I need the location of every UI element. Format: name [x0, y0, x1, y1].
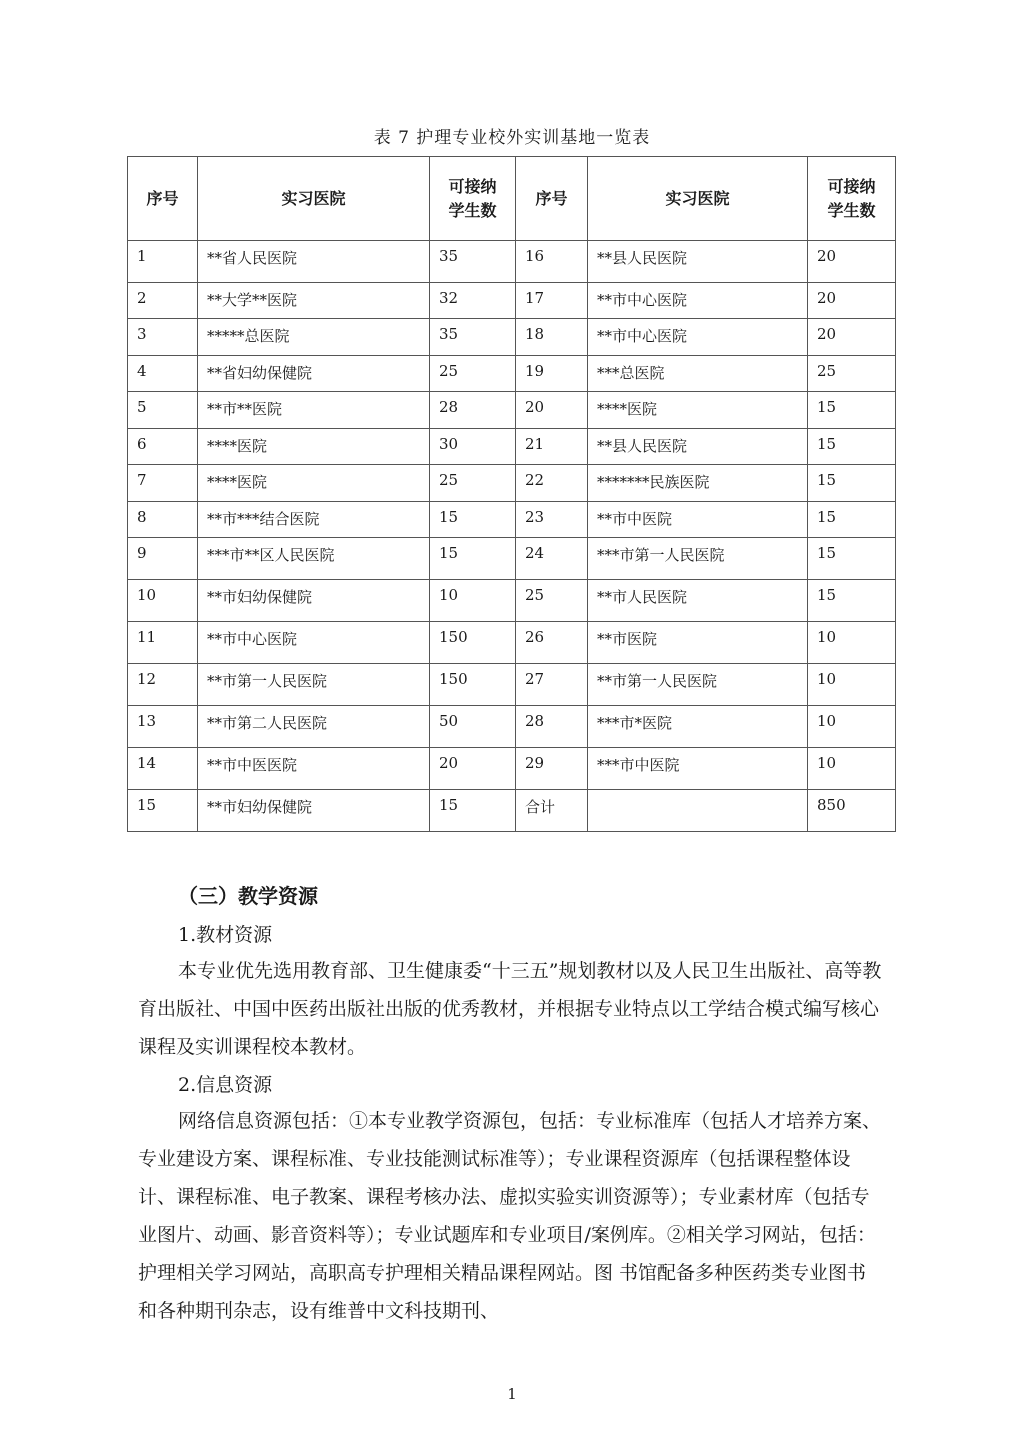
cell-capacity: 10 [430, 580, 516, 622]
cell-capacity: 20 [430, 748, 516, 790]
cell-index: 14 [128, 748, 198, 790]
cell-index: 21 [516, 429, 588, 465]
cell-capacity: 150 [430, 622, 516, 664]
cell-capacity: 150 [430, 664, 516, 706]
cell-index: 12 [128, 664, 198, 706]
cell-capacity: 15 [430, 538, 516, 580]
cell-capacity: 15 [430, 502, 516, 538]
table-row [128, 622, 896, 664]
cell-hospital: ***市中医院 [588, 748, 808, 790]
cell-capacity: 10 [808, 748, 896, 790]
paragraph-textbooks: 本专业优先选用教育部、卫生健康委“十三五”规划教材以及人民卫生出版社、高等教育出版社、中国中医药出版社出版的优秀教材，并根据专业特点以工学结合模式编写核心课程及实训课程校本教材。 [138, 960, 882, 1058]
cell-capacity: 20 [808, 283, 896, 319]
cell-index: 7 [128, 465, 198, 502]
section-title: （三）教学资源 [178, 884, 318, 908]
cell-capacity: 32 [430, 283, 516, 319]
cell-hospital: *****总医院 [198, 319, 430, 356]
cell-index: 23 [516, 502, 588, 538]
table-row [128, 392, 896, 429]
table-row [128, 465, 896, 502]
cell-hospital: **大学**医院 [198, 283, 430, 319]
table-row [128, 319, 896, 356]
cell-hospital: ***总医院 [588, 356, 808, 392]
cell-hospital: **市第一人民医院 [198, 664, 430, 706]
subheading-information: 2.信息资源 [178, 1074, 273, 1096]
cell-capacity: 15 [808, 429, 896, 465]
cell-index: 合计 [516, 790, 588, 832]
cell-capacity: 30 [430, 429, 516, 465]
table-row [128, 706, 896, 748]
page-number: 1 [507, 1385, 517, 1403]
cell-capacity: 15 [808, 538, 896, 580]
cell-index: 15 [128, 790, 198, 832]
cell-hospital: **市医院 [588, 622, 808, 664]
header-hospital: 实习医院 [198, 157, 430, 241]
cell-index: 10 [128, 580, 198, 622]
cell-index: 27 [516, 664, 588, 706]
table-row [128, 748, 896, 790]
header-index: 序号 [516, 157, 588, 241]
cell-hospital: ***市**区人民医院 [198, 538, 430, 580]
cell-index: 6 [128, 429, 198, 465]
cell-hospital: ***市*医院 [588, 706, 808, 748]
cell-index: 17 [516, 283, 588, 319]
cell-index: 20 [516, 392, 588, 429]
cell-hospital: ****医院 [198, 465, 430, 502]
cell-capacity: 15 [808, 465, 896, 502]
cell-hospital: **市中心医院 [198, 622, 430, 664]
cell-index: 28 [516, 706, 588, 748]
table-row [128, 241, 896, 283]
cell-capacity: 10 [808, 706, 896, 748]
header-capacity: 可接纳 学生数 [808, 157, 896, 241]
table-row [128, 664, 896, 706]
cell-hospital: ***市第一人民医院 [588, 538, 808, 580]
cell-capacity: 35 [430, 241, 516, 283]
table-row [128, 283, 896, 319]
cell-capacity: 25 [808, 356, 896, 392]
cell-hospital: **县人民医院 [588, 429, 808, 465]
cell-capacity: 25 [430, 356, 516, 392]
cell-hospital: **市中医院 [588, 502, 808, 538]
cell-hospital: **市妇幼保健院 [198, 580, 430, 622]
cell-capacity: 15 [808, 580, 896, 622]
paragraph-information: 网络信息资源包括：①本专业教学资源包，包括：专业标准库（包括人才培养方案、专业建设方案、课程标准、专业技能测试标准等）；专业课程资源库（包括课程整体设计、课程标准、电子教案、课程考核办法、虚拟实验实训资源等）；专业素材库（包括专业图片、动画、影音资料等）；专业试题库和专业项目/案例库。②相关学习网站，包括：护理相关学习网站，高职高专护理相关精品课程网站。图 书馆配备多种医药类专业图书和各种期刊杂志，设有维普中文科技期刊、 [138, 1110, 882, 1322]
table-caption: 表 7 护理专业校外实训基地一览表 [373, 128, 651, 148]
cell-index: 4 [128, 356, 198, 392]
cell-index: 29 [516, 748, 588, 790]
cell-hospital: **市第一人民医院 [588, 664, 808, 706]
header-index: 序号 [128, 157, 198, 241]
cell-index: 22 [516, 465, 588, 502]
cell-capacity: 20 [808, 241, 896, 283]
cell-hospital: **省人民医院 [198, 241, 430, 283]
cell-index: 9 [128, 538, 198, 580]
cell-index: 25 [516, 580, 588, 622]
cell-capacity: 10 [808, 664, 896, 706]
cell-capacity: 15 [808, 502, 896, 538]
cell-index: 13 [128, 706, 198, 748]
cell-hospital [588, 790, 808, 832]
cell-index: 8 [128, 502, 198, 538]
cell-capacity: 25 [430, 465, 516, 502]
table-row [128, 538, 896, 580]
cell-hospital: **市中心医院 [588, 319, 808, 356]
table-row [128, 580, 896, 622]
cell-capacity: 20 [808, 319, 896, 356]
cell-capacity: 35 [430, 319, 516, 356]
header-capacity: 可接纳 学生数 [430, 157, 516, 241]
table-row [128, 356, 896, 392]
table-row [128, 502, 896, 538]
training-base-table [127, 156, 896, 832]
cell-hospital: **市***结合医院 [198, 502, 430, 538]
cell-hospital: *******民族医院 [588, 465, 808, 502]
cell-hospital: **市第二人民医院 [198, 706, 430, 748]
cell-index: 26 [516, 622, 588, 664]
cell-index: 3 [128, 319, 198, 356]
cell-hospital: **市中医医院 [198, 748, 430, 790]
cell-index: 19 [516, 356, 588, 392]
cell-index: 16 [516, 241, 588, 283]
cell-capacity: 15 [808, 392, 896, 429]
cell-capacity: 15 [430, 790, 516, 832]
table-header-row [128, 157, 896, 241]
cell-index: 2 [128, 283, 198, 319]
cell-hospital: ****医院 [588, 392, 808, 429]
cell-index: 18 [516, 319, 588, 356]
table-row [128, 429, 896, 465]
cell-hospital: **省妇幼保健院 [198, 356, 430, 392]
header-hospital: 实习医院 [588, 157, 808, 241]
cell-index: 24 [516, 538, 588, 580]
cell-capacity: 50 [430, 706, 516, 748]
cell-hospital: **市人民医院 [588, 580, 808, 622]
cell-capacity: 850 [808, 790, 896, 832]
cell-index: 5 [128, 392, 198, 429]
cell-index: 1 [128, 241, 198, 283]
cell-capacity: 28 [430, 392, 516, 429]
table-row [128, 790, 896, 832]
cell-hospital: **市中心医院 [588, 283, 808, 319]
cell-hospital: **市**医院 [198, 392, 430, 429]
subheading-textbooks: 1.教材资源 [178, 924, 273, 946]
cell-capacity: 10 [808, 622, 896, 664]
cell-hospital: **县人民医院 [588, 241, 808, 283]
cell-hospital: ****医院 [198, 429, 430, 465]
cell-hospital: **市妇幼保健院 [198, 790, 430, 832]
cell-index: 11 [128, 622, 198, 664]
